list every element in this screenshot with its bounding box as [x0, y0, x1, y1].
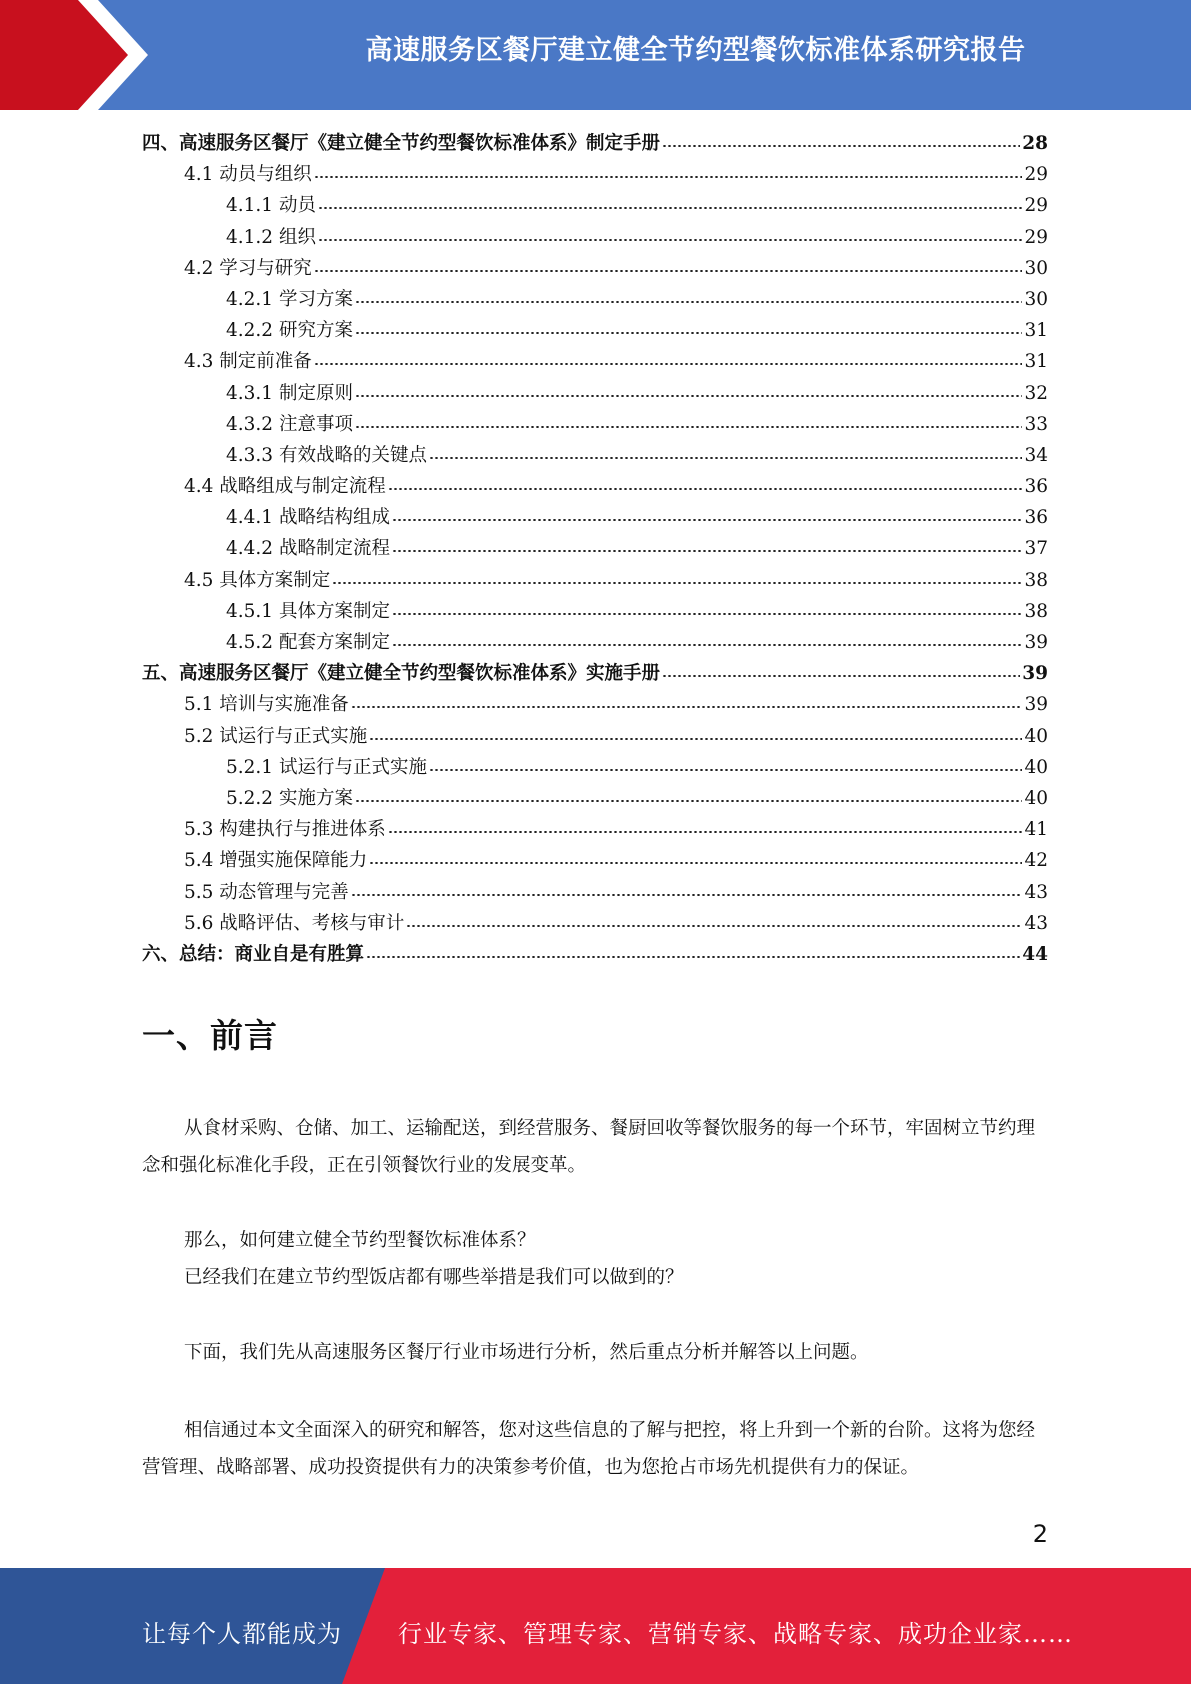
toc-dot-leader: [351, 878, 1023, 898]
toc-entry[interactable]: [142, 752, 1048, 783]
toc-entry-page: 39: [1024, 632, 1048, 653]
toc-entry-label: 4.4 战略组成与制定流程: [184, 476, 386, 498]
toc-entry[interactable]: [142, 190, 1048, 221]
toc-entry-label: 5.2.2 实施方案: [226, 787, 353, 809]
toc-entry[interactable]: [142, 159, 1048, 190]
toc-entry-label: 4.2.2 研究方案: [226, 320, 353, 342]
toc-entry[interactable]: [142, 440, 1048, 471]
toc-dot-leader: [318, 191, 1023, 211]
toc-entry-page: 40: [1024, 756, 1048, 778]
toc-entry-page: 38: [1024, 600, 1048, 622]
footer-slogan-left: 让每个人都能成为: [142, 1620, 342, 1648]
toc-entry-page: 44: [1022, 943, 1048, 965]
toc-entry-page: 39: [1024, 694, 1048, 716]
toc-entry-page: 37: [1024, 538, 1048, 560]
footer-slogan-right: 行业专家、管理专家、营销专家、战略专家、成功企业家……: [398, 1620, 1073, 1648]
toc-entry[interactable]: [142, 627, 1048, 658]
toc-entry-label: 4.4.1 战略结构组成: [226, 507, 390, 529]
toc-entry-label: 四、高速服务区餐厅《建立健全节约型餐饮标准体系》制定手册: [142, 133, 661, 154]
toc-dot-leader: [369, 846, 1022, 866]
toc-entry-label: 4.4.2 战略制定流程: [226, 538, 390, 560]
toc-entry-page: 40: [1024, 725, 1048, 747]
toc-dot-leader: [355, 410, 1023, 430]
toc-dot-leader: [366, 940, 1020, 960]
toc-entry[interactable]: [142, 814, 1048, 845]
toc-dot-leader: [392, 503, 1022, 523]
table-of-contents: [142, 128, 1048, 970]
toc-entry-page: 38: [1024, 569, 1048, 591]
toc-dot-leader: [392, 597, 1022, 617]
toc-entry-page: 43: [1024, 912, 1048, 934]
footer-banner: [0, 1568, 1191, 1684]
toc-entry[interactable]: [142, 939, 1048, 970]
toc-entry[interactable]: [142, 877, 1048, 908]
toc-dot-leader: [355, 379, 1023, 399]
toc-dot-leader: [662, 129, 1020, 149]
header-banner: [0, 0, 1191, 110]
toc-entry-label: 5.5 动态管理与完善: [184, 881, 349, 903]
paragraph-intro: 从食材采购、仓储、加工、运输配送，到经营服务、餐厨回收等餐饮服务的每一个环节，牢固树立节约理念和强化标准化手段，正在引领餐饮行业的发展变革。: [142, 1118, 1036, 1176]
toc-entry-label: 5.6 战略评估、考核与审计: [184, 912, 405, 934]
toc-entry[interactable]: [142, 721, 1048, 752]
toc-entry-page: 29: [1024, 164, 1048, 186]
toc-entry-label: 4.1.2 组织: [226, 226, 316, 248]
page-number: 2: [1032, 1520, 1048, 1548]
toc-entry-page: 29: [1024, 226, 1048, 248]
toc-dot-leader: [332, 566, 1022, 586]
toc-dot-leader: [388, 815, 1023, 835]
toc-dot-leader: [355, 285, 1023, 305]
toc-entry-label: 4.2 学习与研究: [184, 257, 312, 279]
header-title: 高速服务区餐厅建立健全节约型餐饮标准体系研究报告: [365, 35, 1026, 66]
toc-entry-page: 40: [1024, 787, 1048, 809]
toc-entry-page: 36: [1024, 507, 1048, 529]
toc-dot-leader: [406, 909, 1022, 929]
toc-entry-label: 六、总结：商业自是有胜算: [142, 943, 365, 965]
toc-dot-leader: [429, 753, 1022, 773]
paragraph-questions: [142, 1222, 1048, 1296]
toc-entry-page: 30: [1024, 288, 1048, 310]
paragraph-analysis: 下面，我们先从高速服务区餐厅行业市场进行分析，然后重点分析并解答以上问题。: [184, 1342, 869, 1363]
toc-entry-page: 39: [1022, 663, 1048, 685]
toc-entry-page: 30: [1024, 257, 1048, 279]
toc-dot-leader: [351, 690, 1023, 710]
toc-entry-page: 31: [1024, 351, 1048, 373]
toc-entry[interactable]: [142, 783, 1048, 814]
toc-entry[interactable]: [142, 284, 1048, 315]
toc-entry-label: 5.3 构建执行与推进体系: [184, 819, 386, 841]
toc-dot-leader: [314, 160, 1023, 180]
toc-entry-label: 5.1 培训与实施准备: [184, 694, 349, 716]
toc-entry[interactable]: [142, 315, 1048, 346]
toc-entry[interactable]: [142, 346, 1048, 377]
question-line-1: 那么，如何建立健全节约型餐饮标准体系？: [184, 1230, 536, 1251]
toc-entry[interactable]: [142, 502, 1048, 533]
toc-dot-leader: [388, 472, 1023, 492]
section-heading: 一、前言: [142, 1016, 278, 1055]
toc-entry-label: 4.3.3 有效战略的关键点: [226, 444, 427, 466]
toc-entry[interactable]: [142, 378, 1048, 409]
toc-entry-label: 4.2.1 学习方案: [226, 288, 353, 310]
toc-dot-leader: [662, 659, 1020, 679]
toc-entry-label: 五、高速服务区餐厅《建立健全节约型餐饮标准体系》实施手册: [142, 663, 661, 685]
paragraph-conclusion: 相信通过本文全面深入的研究和解答，您对这些信息的了解与把控，将上升到一个新的台阶。这将为您经营管理、战略部署、成功投资提供有力的决策参考价值，也为您抢占市场先机提供有力的保证。: [142, 1420, 1036, 1478]
toc-entry-label: 5.4 增强实施保障能力: [184, 850, 368, 872]
toc-entry-label: 4.1.1 动员: [226, 195, 316, 217]
toc-entry[interactable]: [142, 471, 1048, 502]
toc-entry-label: 5.2.1 试运行与正式实施: [226, 756, 427, 778]
toc-entry-label: 5.2 试运行与正式实施: [184, 725, 368, 747]
toc-entry-label: 4.3.2 注意事项: [226, 413, 353, 435]
question-line-2: 已经我们在建立节约型饭店都有哪些举措是我们可以做到的？: [184, 1267, 684, 1288]
toc-entry-label: 4.3 制定前准备: [184, 351, 312, 373]
toc-dot-leader: [429, 441, 1022, 461]
toc-entry-label: 4.1 动员与组织: [184, 164, 312, 186]
toc-entry-page: 34: [1024, 444, 1048, 466]
toc-entry[interactable]: [142, 596, 1048, 627]
toc-entry-label: 4.5 具体方案制定: [184, 569, 331, 591]
toc-entry-page: 42: [1024, 850, 1048, 872]
toc-entry-label: 4.3.1 制定原则: [226, 382, 353, 404]
toc-dot-leader: [392, 534, 1022, 554]
toc-entry[interactable]: [142, 845, 1048, 876]
toc-entry-label: 4.5.2 配套方案制定: [226, 632, 390, 653]
toc-entry[interactable]: [142, 533, 1048, 564]
header-red-arrow: [0, 0, 148, 110]
toc-dot-leader: [355, 784, 1023, 804]
toc-entry-page: 29: [1024, 195, 1048, 217]
toc-entry-label: 4.5.1 具体方案制定: [226, 600, 390, 622]
toc-entry[interactable]: [142, 908, 1048, 939]
toc-entry[interactable]: [142, 253, 1048, 284]
toc-entry[interactable]: [142, 689, 1048, 720]
toc-dot-leader: [314, 254, 1023, 274]
toc-entry-page: 36: [1024, 476, 1048, 498]
toc-entry[interactable]: [142, 128, 1048, 159]
toc-dot-leader: [318, 223, 1023, 243]
toc-entry-page: 32: [1024, 382, 1048, 404]
toc-entry-page: 31: [1024, 320, 1048, 342]
toc-entry[interactable]: [142, 222, 1048, 253]
toc-entry-page: 33: [1024, 413, 1048, 435]
toc-entry-page: 43: [1024, 881, 1048, 903]
toc-entry[interactable]: [142, 658, 1048, 689]
toc-entry[interactable]: [142, 565, 1048, 596]
toc-entry-page: 28: [1022, 133, 1048, 154]
toc-dot-leader: [355, 316, 1023, 336]
toc-dot-leader: [314, 347, 1023, 367]
toc-entry[interactable]: [142, 409, 1048, 440]
toc-entry-page: 41: [1024, 819, 1048, 841]
toc-dot-leader: [369, 722, 1022, 742]
toc-dot-leader: [392, 628, 1022, 648]
